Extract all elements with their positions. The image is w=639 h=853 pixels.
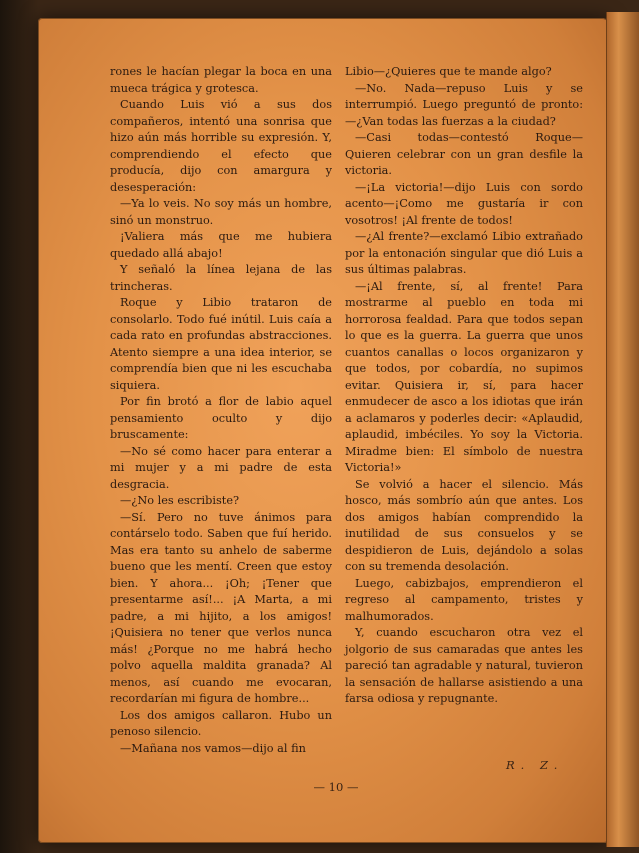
page-number: — 10 — (313, 780, 359, 794)
next-page-edge (606, 12, 639, 847)
paragraph: —Mañana nos vamos—dijo al fin (120, 741, 306, 755)
paragraph: —Casi todas—contestó Roque—Quieren celebrar con un gran desfile la victoria. (345, 131, 583, 177)
paragraph: Y señaló la línea lejana de las trincheras. (110, 263, 332, 293)
paragraph: Roque y Libio trataron de consolarlo. Todo fué inútil. Luis caía a cada rato en profundas abstracciones. Atento siempre a una idea interior, se comprendía bien que ni les escuchaba siquiera. (110, 296, 332, 392)
paragraph: Se volvió a hacer el silencio. Más hosco, más sombrío aún que antes. Los dos amigos habían comprendido la inutilidad de sus consuelos y se despidieron de Luis, dejándolo a solas con su tremenda desolación. (345, 477, 583, 573)
left-text-column (110, 64, 332, 757)
paragraph: —Sí. Pero no tuve ánimos para contárselo todo. Saben que fuí herido. Mas era tanto su anhelo de saberme bueno que les mentí. Creen que estoy bien. Y ahora... ¡Oh; ¡Tener que presentarme así!... ¡A Marta, a mi padre, a mi hijito, a los amigos! ¡Quisiera no tener que verlos nunca más! ¿Porque no me habrá hecho polvo aquella maldita granada? Al menos, así cuando me evocaran, recordarían mi figura de hombre... (110, 510, 332, 705)
paragraph: —¿No les escribiste? (120, 494, 240, 507)
paragraph: Cuando Luis vió a sus dos compañeros, intentó una sonrisa que hizo aún más horrible su expresión. Y, comprendiendo el efecto que producía, dijo con amargura y desesperación: (110, 98, 332, 194)
paragraph: Libio—¿Quieres que te mande algo? (345, 65, 552, 78)
paragraph: —No sé como hacer para enterar a mi mujer y a mi padre de esta desgracia. (110, 444, 332, 491)
paragraph: ¡Valiera más que me hubiera quedado allá abajo! (110, 230, 332, 260)
paragraph: Luego, cabizbajos, emprendieron el regreso al campamento, tristes y malhumorados. (345, 576, 583, 623)
paragraph: Los dos amigos callaron. Hubo un penoso silencio. (110, 708, 332, 738)
paragraph: Por fin brotó a flor de labio aquel pensamiento oculto y dijo bruscamente: (110, 395, 332, 441)
author-signature: R. Z. (506, 758, 564, 772)
paragraph: —Ya lo veis. No soy más un hombre, sinó un monstruo. (110, 197, 332, 227)
paragraph: —¡Al frente, sí, al frente! Para mostrarme al pueblo en toda mi horrorosa fealdad. Para que todos sepan lo que es la guerra. La guerra que unos cuantos canallas o locos organizaron y que todos, por cobardía, no supimos evitar. Quisiera ir, sí, para hacer enmudecer de asco a los idiotas que irán a aclamaros y poderles decir: «Aplaudid, aplaudid, imbéciles. Yo soy la Victoria. Miradme bien: El símbolo de nuestra Victoria!» (345, 279, 583, 474)
paragraph: —¿Al frente?—exclamó Libio extrañado por la entonación singular que dió Luis a sus últimas palabras. (345, 230, 583, 276)
paragraph: —No. Nada—repuso Luis y se interrumpió. Luego preguntó de pronto:—¿Van todas las fuerzas a la ciudad? (345, 81, 583, 128)
right-text-column (345, 64, 583, 708)
paragraph: Y, cuando escucharon otra vez el jolgorio de sus camaradas que antes les pareció tan agradable y natural, tuvieron la sensación de hallarse asistiendo a una farsa odiosa y repugnante. (345, 626, 583, 705)
paragraph: rones le hacían plegar la boca en una mueca trágica y grotesca. (110, 65, 332, 95)
paragraph: —¡La victoria!—dijo Luis con sordo acento—¡Como me gustaría ir con vosotros! ¡Al frente de todos! (345, 180, 583, 227)
